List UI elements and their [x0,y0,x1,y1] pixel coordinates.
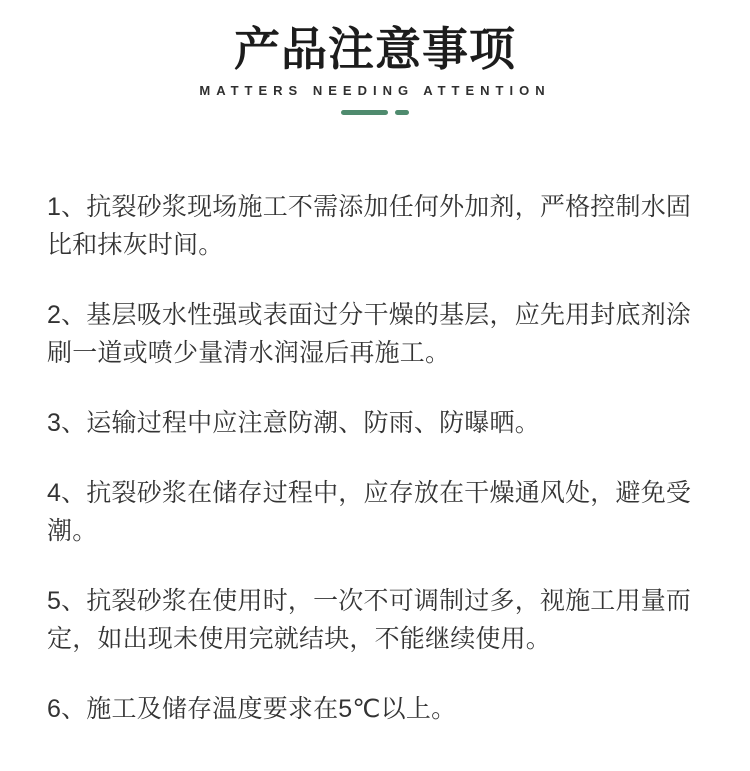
title-divider [0,110,750,115]
header [0,0,750,115]
divider-dash-short [395,110,409,115]
notice-item-5: 5、抗裂砂浆在使用时，一次不可调制过多，视施工用量而定，如出现未使用完就结块，不能继续使用。 [47,586,692,653]
page-subtitle: MATTERS NEEDING ATTENTION [199,82,551,98]
notice-item-1: 1、抗裂砂浆现场施工不需添加任何外加剂，严格控制水固比和抹灰时间。 [47,192,692,259]
notice-item-6: 6、施工及储存温度要求在5℃以上。 [47,694,457,723]
page-title: 产品注意事项 [234,23,516,75]
notice-item-3: 3、运输过程中应注意防潮、防雨、防曝晒。 [47,408,540,437]
notice-list [47,188,702,728]
notice-item-2: 2、基层吸水性强或表面过分干燥的基层，应先用封底剂涂刷一道或喷少量清水润湿后再施工。 [47,300,692,367]
notice-item-4: 4、抗裂砂浆在储存过程中，应存放在干燥通风处，避免受潮。 [47,478,692,545]
divider-dash-long [341,110,388,115]
